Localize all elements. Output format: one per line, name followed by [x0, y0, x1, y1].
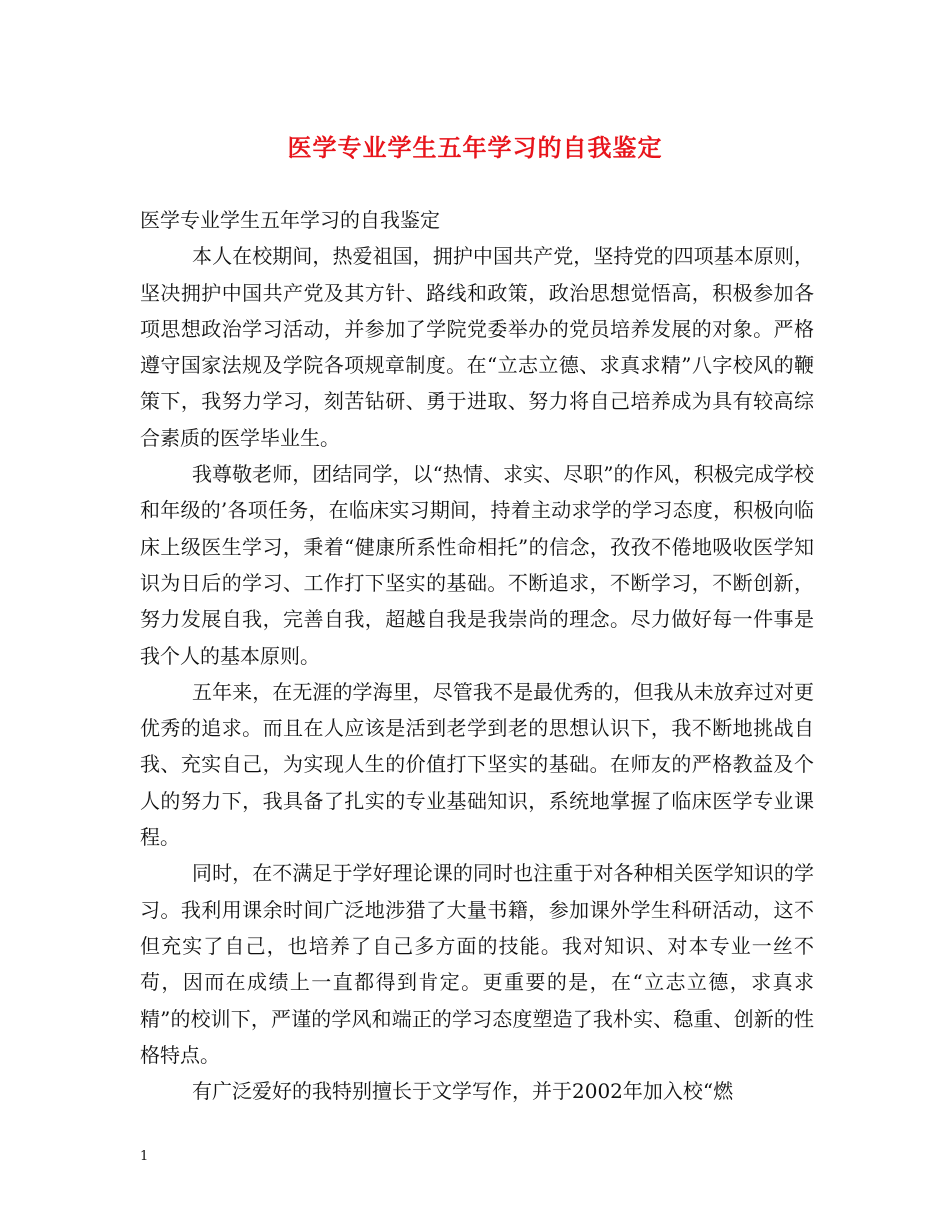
- paragraph: 有广泛爱好的我特别擅长于文学写作，并于2002年加入校“燃: [192, 1079, 734, 1104]
- document-body: [140, 202, 814, 1109]
- paragraph: 同时，在不满足于学好理论课的同时也注重于对各种相关医学知识的学习。我利用课余时间广泛地涉猎了大量书籍，参加课外学生科研活动，这不但充实了自己，也培养了自己多方面的技能。我对知识、对本专业一丝不苟，因而在成绩上一直都得到肯定。更重要的是，在“立志立德，求真求精”的校训下，严谨的学风和端正的学习态度塑造了我朴实、稳重、创新的性格特点。: [140, 861, 814, 1067]
- document-subtitle: 医学专业学生五年学习的自我鉴定: [140, 208, 440, 232]
- paragraph: 我尊敬老师，团结同学，以“热情、求实、尽职”的作风，积极完成学校和年级的’各项任务，在临床实习期间，持着主动求学的学习态度，积极向临床上级医生学习，秉着“健康所系性命相托”的信念，孜孜不倦地吸收医学知识为日后的学习、工作打下坚实的基础。不断追求，不断学习，不断创新，努力发展自我，完善自我，超越自我是我崇尚的理念。尽力做好每一件事是我个人的基本原则。: [140, 462, 814, 668]
- paragraph: 五年来，在无涯的学海里，尽管我不是最优秀的，但我从未放弃过对更优秀的追求。而且在人应该是活到老学到老的思想认识下，我不断地挑战自我、充实自己，为实现人生的价值打下坚实的基础。在师友的严格教益及个人的努力下，我具备了扎实的专业基础知识，系统地掌握了临床医学专业课程。: [140, 679, 814, 850]
- paragraph: 本人在校期间，热爱祖国，拥护中国共产党，坚持党的四项基本原则，坚决拥护中国共产党及其方针、路线和政策，政治思想觉悟高，积极参加各项思想政治学习活动，并参加了学院党委举办的党员培养发展的对象。严格遵守国家法规及学院各项规章制度。在“立志立德、求真求精”八字校风的鞭策下，我努力学习，刻苦钻研、勇于进取、努力将自己培养成为具有较高综合素质的医学毕业生。: [140, 244, 814, 450]
- page-number: 1: [140, 1149, 149, 1164]
- document-title: 医学专业学生五年学习的自我鉴定: [287, 133, 663, 162]
